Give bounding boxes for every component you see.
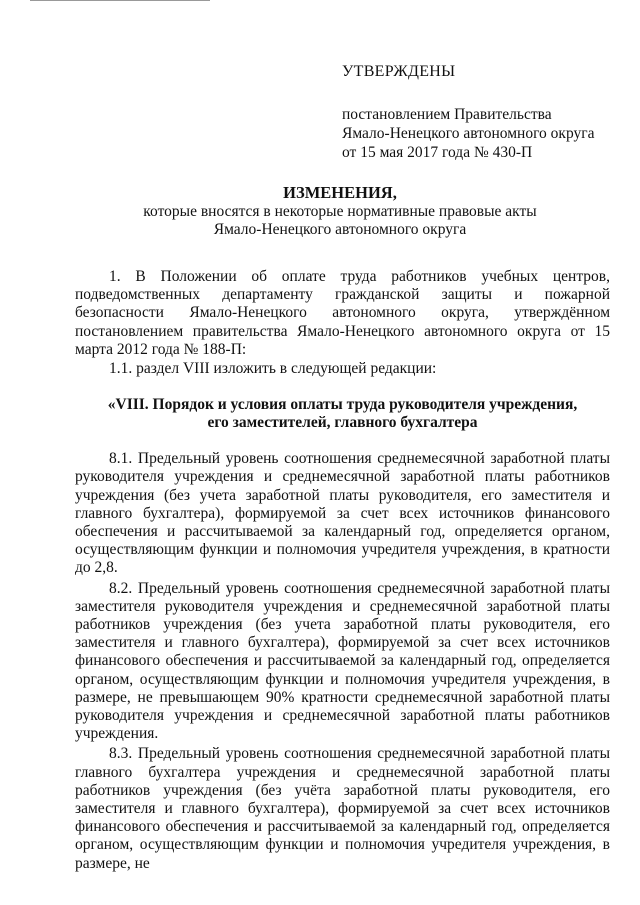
document-title-block xyxy=(70,183,610,239)
document-body xyxy=(75,268,610,873)
paragraph-8-2: 8.2. Предельный уровень соотношения среднемесячной заработной платы заместителя руководителя учреждения и среднемесячной заработной платы работников учреждения (без учета заработной платы руководителя, его заместителя и главного бухгалтера), формируемой за счет всех источников финансового обеспечения и рассчитываемой за календарный год, определяется органом, осуществляющим функции и полномочия учредителя учреждения, в размере, не превышающем 90% кратности среднемесячной заработной платы руководителя учреждения и среднемесячной заработной платы работников учреждения. xyxy=(75,579,610,743)
document-subtitle-line-1: которые вносятся в некоторые нормативные правовые акты xyxy=(143,203,537,220)
scan-edge-line xyxy=(30,0,210,1)
paragraph-8-3: 8.3. Предельный уровень соотношения среднемесячной заработной платы главного бухгалтера учреждения и среднемесячной заработной платы работников учреждения (без учёта заработной платы руководителя, его заместителя и главного бухгалтера), формируемой за счет всех источников финансового обеспечения и рассчитываемой за календарный год, определяется органом, осуществляющим функции и полномочия учредителя учреждения, в размере, не xyxy=(75,745,610,872)
paragraph-item-1: 1. В Положении об оплате труда работников учебных центров, подведомственных департаменту гражданской защиты и пожарной безопасности Ямало-Ненецкого автономного округа, утверждённом постановлением правительства Ямало-Ненецкого автономного округа от 15 марта 2012 года № 188-П: xyxy=(75,268,610,358)
document-title: ИЗМЕНЕНИЯ, xyxy=(283,183,397,202)
paragraph-8-1: 8.1. Предельный уровень соотношения среднемесячной заработной платы руководителя учреждения и среднемесячной заработной платы работников учреждения (без учета заработной платы руководителя, его заместителя и главного бухгалтера), формируемой за счет всех источников финансового обеспечения и рассчитываемой за календарный год, определяется органом, осуществляющим функции и полномочия учредителя учреждения, в кратности до 2,8. xyxy=(75,450,610,577)
approval-line-2: Ямало-Ненецкого автономного округа xyxy=(342,125,595,142)
approval-heading: УТВЕРЖДЕНЫ xyxy=(342,63,456,80)
section-heading xyxy=(75,396,610,432)
approval-block xyxy=(342,62,622,162)
section-heading-line-2: его заместителей, главного бухгалтера xyxy=(207,414,478,432)
document-subtitle-line-2: Ямало-Ненецкого автономного округа xyxy=(213,221,467,238)
approval-line-3: от 15 мая 2017 года № 430-П xyxy=(342,144,533,161)
approval-line-1: постановлением Правительства xyxy=(342,106,552,123)
section-heading-line-1: «VIII. Порядок и условия оплаты труда руководителя учреждения, xyxy=(107,396,578,414)
paragraph-item-1-1: 1.1. раздел VIII изложить в следующей редакции: xyxy=(109,360,437,378)
